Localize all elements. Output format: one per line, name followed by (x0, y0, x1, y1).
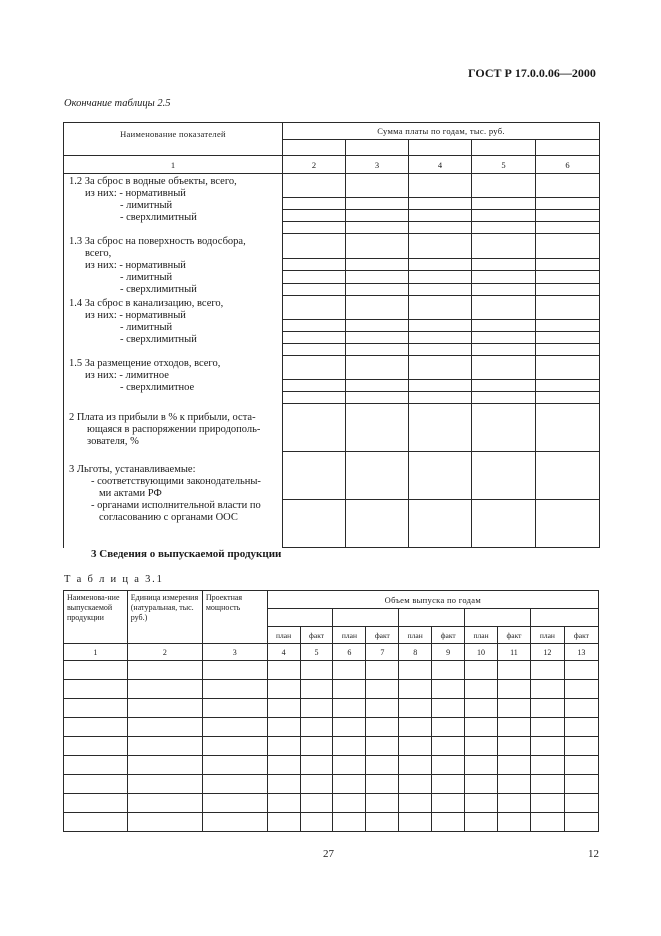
empty-cell (300, 794, 333, 813)
label-line: - сверхлимитное (120, 381, 195, 393)
fact-label: факт (432, 627, 465, 644)
label-line: из них: - нормативный (85, 309, 186, 321)
label-line: из них: - лимитное (85, 369, 169, 381)
empty-cell (300, 661, 333, 680)
empty-cell (465, 775, 498, 794)
plan-label: план (267, 627, 300, 644)
empty-cell (202, 661, 267, 680)
col-number: 13 (564, 644, 598, 661)
empty-cell (498, 680, 531, 699)
label-line: 1.3 За сброс на поверхность водосбора, (69, 235, 246, 247)
empty-cell (399, 794, 432, 813)
empty-cell (333, 813, 366, 832)
empty-cell (267, 737, 300, 756)
empty-cell (127, 813, 202, 832)
label-line: из них: - нормативный (85, 188, 186, 199)
plan-label: план (530, 627, 564, 644)
empty-cell (564, 775, 598, 794)
table-row (64, 794, 599, 813)
table-2-5 (63, 122, 600, 548)
col-header-unit: Единица измерения (натуральная, тыс. руб.) (127, 591, 202, 644)
empty-cell (399, 737, 432, 756)
label-line: зователя, % (87, 435, 139, 447)
row-label-2 (64, 404, 283, 452)
label-line: 3 Льготы, устанавливаемые: (69, 463, 196, 475)
empty-cell (498, 756, 531, 775)
fact-label: факт (564, 627, 598, 644)
empty-cell (64, 813, 128, 832)
table-row (64, 756, 599, 775)
label-line: - сверхлимитный (120, 283, 197, 295)
label-line: - органами исполнительной власти по (91, 499, 261, 511)
empty-cell (399, 718, 432, 737)
empty-cell (366, 680, 399, 699)
empty-cell (64, 794, 128, 813)
empty-cell (498, 699, 531, 718)
table-row (64, 813, 599, 832)
empty-cell (564, 737, 598, 756)
empty-cell (333, 699, 366, 718)
empty-cell (399, 680, 432, 699)
col-number: 5 (300, 644, 333, 661)
empty-cell (399, 775, 432, 794)
empty-cell (300, 775, 333, 794)
empty-cell (300, 737, 333, 756)
empty-cell (432, 661, 465, 680)
empty-cell (300, 680, 333, 699)
empty-cell (64, 737, 128, 756)
col-number: 3 (202, 644, 267, 661)
empty-cell (333, 775, 366, 794)
plan-label: план (333, 627, 366, 644)
label-line: 1.4 За сброс в канализацию, всего, (69, 297, 224, 309)
col-number: 5 (472, 156, 536, 174)
label-line: - лимитный (120, 271, 173, 283)
empty-cell (432, 813, 465, 832)
empty-cell (64, 718, 128, 737)
empty-cell (530, 737, 564, 756)
label-line: - сверхлимитный (120, 212, 197, 223)
label-line: - сверхлимитный (120, 333, 197, 345)
empty-cell (432, 680, 465, 699)
empty-cell (432, 737, 465, 756)
empty-cell (202, 699, 267, 718)
table-continuation-label: Окончание таблицы 2.5 (64, 98, 171, 109)
empty-cell (465, 661, 498, 680)
col-number: 6 (333, 644, 366, 661)
label-line: из них: - нормативный (85, 259, 186, 271)
row-label-1-4 (64, 296, 283, 356)
row-label-1-5 (64, 356, 283, 404)
empty-cell (366, 794, 399, 813)
table-row (64, 699, 599, 718)
label-line: - соответствующими законодательны- (91, 475, 261, 487)
empty-cell (64, 699, 128, 718)
empty-cell (530, 680, 564, 699)
empty-cell (267, 756, 300, 775)
empty-cell (366, 775, 399, 794)
empty-cell (399, 699, 432, 718)
label-line: - лимитный (120, 200, 173, 211)
label-line: - лимитный (120, 321, 173, 333)
empty-cell (267, 775, 300, 794)
empty-cell (64, 661, 128, 680)
empty-cell (530, 699, 564, 718)
empty-cell (530, 661, 564, 680)
label-line: согласованию с органами ООС (99, 511, 238, 523)
col-number: 1 (64, 156, 283, 174)
empty-cell (564, 680, 598, 699)
empty-cell (202, 775, 267, 794)
fact-label: факт (300, 627, 333, 644)
empty-cell (432, 794, 465, 813)
empty-cell (64, 775, 128, 794)
col-header-indicators: Наименование показателей (64, 123, 283, 156)
empty-cell (300, 718, 333, 737)
empty-cell (498, 718, 531, 737)
row-label-3 (64, 452, 283, 548)
empty-cell (127, 775, 202, 794)
table-row (64, 661, 599, 680)
empty-cell (498, 794, 531, 813)
col-number: 2 (283, 156, 346, 174)
label-line: всего, (85, 247, 112, 259)
table-row (64, 775, 599, 794)
section-title: 3 Сведения о выпускаемой продукции (91, 548, 282, 560)
empty-cell (399, 661, 432, 680)
empty-cell (64, 756, 128, 775)
empty-cell (267, 813, 300, 832)
col-header-product: Наименова-ние выпускаемой продукции (64, 591, 128, 644)
empty-cell (267, 699, 300, 718)
empty-cell (202, 756, 267, 775)
empty-cell (465, 737, 498, 756)
empty-cell (202, 718, 267, 737)
empty-cell (530, 756, 564, 775)
empty-cell (498, 775, 531, 794)
empty-cell (465, 756, 498, 775)
empty-cell (564, 718, 598, 737)
label-line: 2 Плата из прибыли в % к прибыли, оста- (69, 411, 256, 423)
fact-label: факт (366, 627, 399, 644)
empty-cell (432, 718, 465, 737)
empty-cell (202, 794, 267, 813)
empty-cell (64, 680, 128, 699)
document-code: ГОСТ Р 17.0.0.06—2000 (468, 66, 596, 80)
empty-cell (202, 813, 267, 832)
empty-cell (530, 794, 564, 813)
fact-label: факт (498, 627, 531, 644)
col-number: 1 (64, 644, 128, 661)
label-line: 1.5 За размещение отходов, всего, (69, 357, 221, 369)
col-number: 3 (346, 156, 409, 174)
col-number: 2 (127, 644, 202, 661)
empty-cell (333, 737, 366, 756)
col-number: 11 (498, 644, 531, 661)
empty-cell (465, 718, 498, 737)
row-label-1-3 (64, 234, 283, 296)
empty-cell (333, 794, 366, 813)
col-header-capacity: Проектная мощность (202, 591, 267, 644)
empty-cell (366, 813, 399, 832)
empty-cell (465, 699, 498, 718)
col-header-volume-by-years: Объем выпуска по годам (267, 591, 598, 609)
page-number: 27 (323, 848, 334, 860)
empty-cell (202, 737, 267, 756)
empty-cell (465, 794, 498, 813)
empty-cell (202, 680, 267, 699)
row-label-1-2 (64, 174, 283, 234)
plan-label: план (465, 627, 498, 644)
table-row (64, 737, 599, 756)
empty-cell (333, 718, 366, 737)
empty-cell (498, 813, 531, 832)
empty-cell (127, 680, 202, 699)
col-number: 6 (536, 156, 600, 174)
empty-cell (366, 756, 399, 775)
label-line: ющаяся в распоряжении природополь- (87, 423, 261, 435)
empty-cell (267, 680, 300, 699)
table-row (64, 718, 599, 737)
empty-cell (366, 699, 399, 718)
empty-cell (366, 661, 399, 680)
empty-cell (300, 756, 333, 775)
empty-cell (267, 661, 300, 680)
plan-label: план (399, 627, 432, 644)
empty-cell (333, 680, 366, 699)
empty-cell (399, 756, 432, 775)
empty-cell (530, 813, 564, 832)
empty-cell (267, 794, 300, 813)
col-number: 4 (267, 644, 300, 661)
label-line: 1.2 За сброс в водные объекты, всего, (69, 176, 237, 187)
empty-cell (432, 699, 465, 718)
empty-cell (127, 794, 202, 813)
col-number: 4 (409, 156, 472, 174)
footer-right-number: 12 (588, 848, 599, 860)
empty-cell (498, 737, 531, 756)
table-3-1 (63, 590, 599, 832)
empty-cell (300, 813, 333, 832)
empty-cell (127, 699, 202, 718)
empty-cell (127, 718, 202, 737)
col-number: 8 (399, 644, 432, 661)
empty-cell (366, 718, 399, 737)
table-row (64, 680, 599, 699)
table-label: Т а б л и ц а 3.1 (64, 574, 164, 585)
empty-cell (564, 699, 598, 718)
col-number: 12 (530, 644, 564, 661)
empty-cell (564, 794, 598, 813)
empty-cell (127, 737, 202, 756)
empty-cell (127, 661, 202, 680)
empty-cell (465, 680, 498, 699)
empty-cell (432, 775, 465, 794)
col-number: 7 (366, 644, 399, 661)
table-3-1-body (64, 661, 599, 832)
empty-cell (333, 756, 366, 775)
col-number: 9 (432, 644, 465, 661)
col-header-sum-by-years: Сумма платы по годам, тыс. руб. (283, 123, 600, 140)
col-number: 10 (465, 644, 498, 661)
label-line: ми актами РФ (99, 487, 162, 499)
empty-cell (564, 813, 598, 832)
empty-cell (432, 756, 465, 775)
empty-cell (530, 775, 564, 794)
empty-cell (564, 756, 598, 775)
empty-cell (300, 699, 333, 718)
empty-cell (399, 813, 432, 832)
empty-cell (127, 756, 202, 775)
empty-cell (530, 718, 564, 737)
empty-cell (564, 661, 598, 680)
empty-cell (333, 661, 366, 680)
empty-cell (366, 737, 399, 756)
empty-cell (498, 661, 531, 680)
empty-cell (465, 813, 498, 832)
empty-cell (267, 718, 300, 737)
